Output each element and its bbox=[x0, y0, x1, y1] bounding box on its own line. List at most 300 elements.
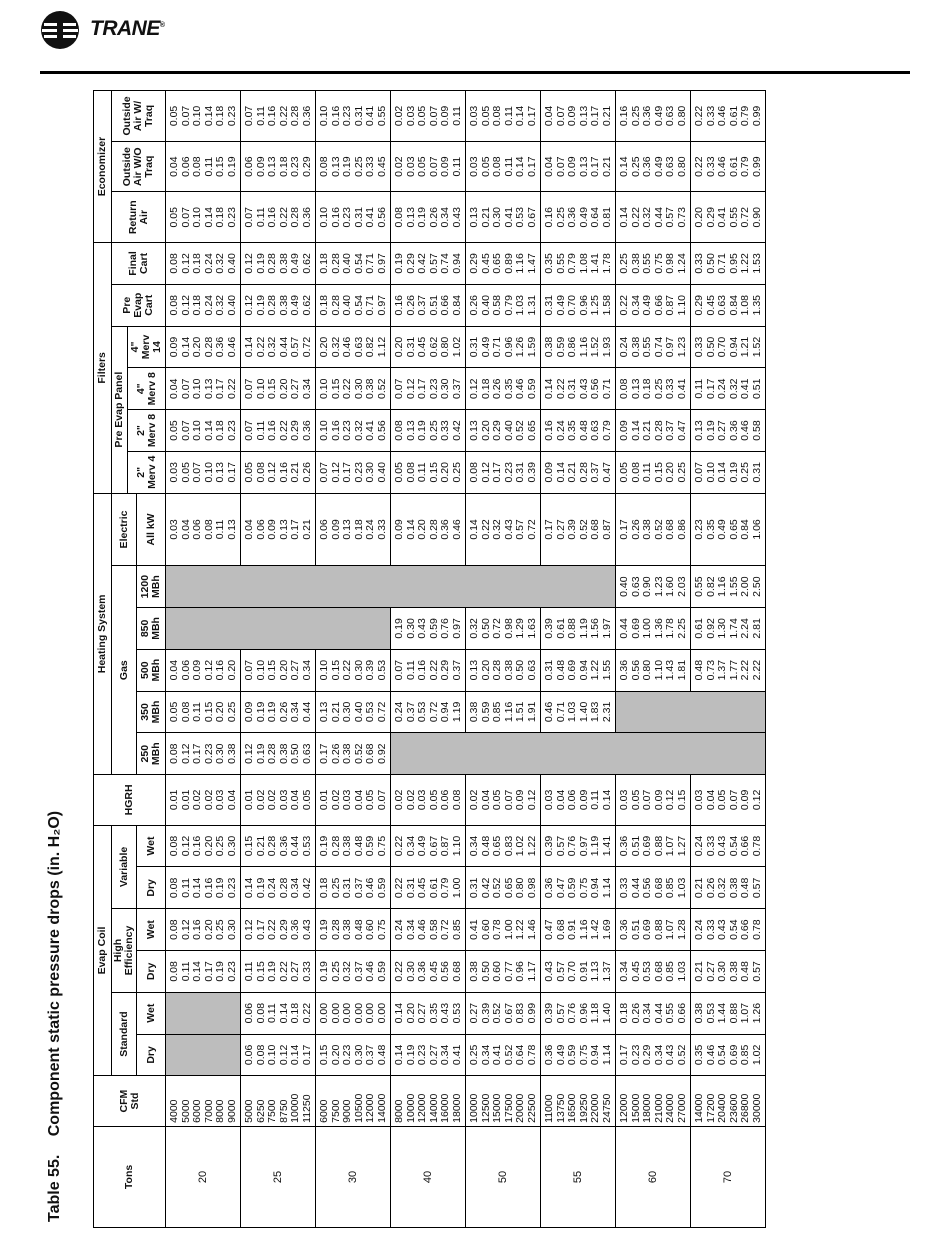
pressure-value: 0.14 bbox=[289, 1044, 301, 1066]
pressure-value: 0.12 bbox=[479, 462, 492, 483]
pressure-value: 0.49 bbox=[479, 336, 492, 358]
pressure-value: 0.41 bbox=[502, 207, 515, 228]
pressure-value: 0.24 bbox=[554, 420, 567, 441]
pressure-value: 0.25 bbox=[214, 919, 226, 940]
pressure-value: 0.69 bbox=[566, 659, 578, 681]
not-applicable-cell bbox=[466, 566, 541, 608]
value-cell bbox=[466, 284, 541, 326]
cfm-value: 7500 bbox=[266, 1099, 278, 1123]
pressure-value: 0.03 bbox=[416, 789, 428, 811]
value-cell bbox=[691, 992, 766, 1034]
pressure-value: 0.66 bbox=[739, 835, 751, 857]
pressure-value: 0.23 bbox=[289, 156, 301, 177]
pressure-value: 0.46 bbox=[716, 105, 728, 127]
pressure-value: 0.22 bbox=[393, 835, 405, 857]
pressure-value: 0.54 bbox=[352, 253, 365, 274]
pressure-value: 0.09 bbox=[514, 789, 526, 811]
pressure-value: 0.79 bbox=[739, 156, 751, 177]
pressure-value: 0.78 bbox=[750, 835, 763, 857]
value-cell bbox=[691, 284, 766, 326]
pressure-value: 0.37 bbox=[352, 877, 365, 899]
pressure-value: 0.26 bbox=[629, 1002, 642, 1024]
pressure-value: 1.23 bbox=[675, 336, 688, 358]
table-row bbox=[391, 91, 466, 1228]
pressure-value: 0.38 bbox=[543, 336, 555, 358]
value-cell bbox=[391, 825, 466, 867]
pressure-value: 0.18 bbox=[318, 295, 330, 316]
pressure-value: 0.05 bbox=[416, 105, 428, 127]
value-cell bbox=[691, 867, 766, 909]
pressure-value: 0.48 bbox=[554, 659, 567, 681]
value-cell bbox=[166, 326, 241, 368]
pressure-value: 0.61 bbox=[727, 105, 740, 127]
pressure-value: 0.28 bbox=[329, 295, 342, 316]
pressure-value: 0.15 bbox=[243, 835, 255, 857]
value-cell bbox=[241, 775, 316, 826]
pressure-value: 0.28 bbox=[427, 519, 440, 540]
pressure-value: 0.08 bbox=[168, 919, 180, 940]
header-oa-w-traq: Outside Air W/ Traq bbox=[112, 91, 166, 142]
pressure-value: 0.15 bbox=[652, 462, 665, 483]
pressure-value: 0.30 bbox=[225, 835, 238, 857]
pressure-value: 0.29 bbox=[439, 659, 451, 681]
pressure-value: 0.09 bbox=[393, 519, 405, 540]
pressure-value: 0.72 bbox=[739, 207, 751, 228]
pressure-value: 0.36 bbox=[618, 835, 630, 857]
pressure-value: 0.07 bbox=[502, 789, 515, 811]
pressure-value: 0.07 bbox=[191, 462, 203, 483]
pressure-value: 1.55 bbox=[727, 576, 740, 597]
pressure-value: 0.34 bbox=[629, 295, 642, 316]
pressure-value: 0.17 bbox=[618, 1044, 630, 1066]
pressure-value: 0.04 bbox=[543, 105, 555, 127]
pressure-value: 0.12 bbox=[468, 378, 480, 399]
value-cell bbox=[616, 284, 691, 326]
pressure-value: 0.70 bbox=[566, 295, 578, 316]
pressure-value: 0.34 bbox=[439, 1044, 451, 1066]
cfm-cell bbox=[391, 1076, 466, 1127]
cfm-value: 30000 bbox=[750, 1093, 763, 1123]
value-cell bbox=[466, 608, 541, 650]
pressure-value: 0.53 bbox=[450, 1002, 463, 1024]
pressure-value: 0.10 bbox=[318, 207, 330, 228]
pressure-value: 0.05 bbox=[168, 105, 180, 127]
pressure-value: 0.33 bbox=[300, 961, 313, 982]
pressure-value: 0.22 bbox=[629, 207, 642, 228]
pressure-value: 0.72 bbox=[439, 919, 451, 940]
pressure-value: 1.30 bbox=[716, 618, 728, 639]
value-cell bbox=[616, 141, 691, 192]
value-cell bbox=[241, 91, 316, 142]
value-cell bbox=[166, 91, 241, 142]
pressure-value: 0.28 bbox=[266, 835, 278, 857]
pressure-value: 2.22 bbox=[739, 659, 751, 681]
pressure-value: 0.56 bbox=[375, 207, 388, 228]
value-cell bbox=[616, 909, 691, 951]
pressure-value: 0.59 bbox=[375, 961, 388, 982]
pressure-value: 0.86 bbox=[566, 336, 578, 358]
pressure-value: 0.62 bbox=[427, 336, 440, 358]
pressure-value: 1.44 bbox=[716, 1002, 728, 1024]
pressure-value: 0.16 bbox=[214, 659, 226, 681]
pressure-value: 0.14 bbox=[629, 420, 642, 441]
pressure-value: 0.49 bbox=[289, 295, 301, 316]
cfm-value: 12000 bbox=[364, 1093, 376, 1123]
pressure-value: 0.22 bbox=[341, 378, 353, 399]
pressure-value: 0.08 bbox=[202, 519, 215, 540]
pressure-value: 0.55 bbox=[641, 253, 653, 274]
pressure-value: 0.22 bbox=[554, 378, 567, 399]
pressure-value: 1.07 bbox=[739, 1002, 751, 1024]
value-cell bbox=[166, 284, 241, 326]
pressure-value: 0.38 bbox=[277, 253, 290, 274]
pressure-value: 0.86 bbox=[675, 519, 688, 540]
pressure-value: 0.57 bbox=[514, 519, 526, 540]
pressure-value: 0.43 bbox=[577, 378, 590, 399]
pressure-value: 0.53 bbox=[300, 835, 313, 857]
header-variable: Variable bbox=[112, 825, 137, 909]
value-cell bbox=[466, 867, 541, 909]
value-cell bbox=[316, 192, 391, 243]
pressure-value: 0.54 bbox=[727, 835, 740, 857]
pressure-value: 0.35 bbox=[693, 1044, 705, 1066]
pressure-value: 0.09 bbox=[566, 156, 578, 177]
cfm-value: 11000 bbox=[543, 1094, 555, 1123]
tons-cell: 55 bbox=[541, 1126, 616, 1227]
value-cell bbox=[391, 91, 466, 142]
value-cell bbox=[616, 326, 691, 368]
pressure-value: 0.33 bbox=[364, 156, 376, 177]
value-cell bbox=[316, 91, 391, 142]
pressure-value: 0.11 bbox=[254, 207, 267, 228]
pressure-value: 0.05 bbox=[168, 701, 180, 723]
pressure-value: 0.15 bbox=[202, 701, 215, 723]
pressure-value: 0.10 bbox=[318, 420, 330, 441]
cfm-value: 10000 bbox=[289, 1093, 301, 1123]
pressure-value: 0.28 bbox=[202, 336, 215, 358]
pressure-value: 0.14 bbox=[243, 336, 255, 358]
pressure-value: 0.46 bbox=[704, 1044, 717, 1066]
value-cell bbox=[541, 691, 616, 733]
pressure-value: 0.78 bbox=[525, 1044, 538, 1066]
pressure-value: 0.07 bbox=[179, 420, 192, 441]
pressure-value: 0.50 bbox=[514, 659, 526, 681]
pressure-value: 1.10 bbox=[652, 659, 665, 681]
cfm-value: 20400 bbox=[716, 1093, 728, 1123]
pressure-value: 0.15 bbox=[675, 789, 688, 811]
pressure-value: 0.05 bbox=[300, 789, 313, 811]
pressure-value: 0.03 bbox=[341, 789, 353, 811]
pressure-value: 0.45 bbox=[416, 336, 428, 358]
pressure-value: 0.32 bbox=[341, 961, 353, 982]
pressure-value: 0.65 bbox=[727, 519, 740, 540]
pressure-value: 0.17 bbox=[318, 743, 330, 764]
pressure-value: 0.00 bbox=[375, 1002, 388, 1024]
pressure-value: 0.49 bbox=[652, 105, 665, 127]
cfm-value: 12000 bbox=[618, 1093, 630, 1123]
pressure-value: 0.12 bbox=[750, 789, 763, 811]
tons-cell: 30 bbox=[316, 1126, 391, 1227]
pressure-value: 0.23 bbox=[225, 105, 238, 127]
pressure-value: 0.19 bbox=[341, 156, 353, 177]
pressure-value: 0.34 bbox=[641, 1002, 653, 1024]
cfm-value: 22500 bbox=[525, 1093, 538, 1123]
header-merv8-4in: 4" Merv 8 bbox=[128, 368, 166, 410]
value-cell bbox=[691, 243, 766, 285]
pressure-value: 0.31 bbox=[468, 336, 480, 358]
pressure-value: 0.78 bbox=[750, 919, 763, 940]
value-cell bbox=[316, 243, 391, 285]
value-cell bbox=[241, 951, 316, 993]
pressure-value: 0.38 bbox=[629, 336, 642, 358]
pressure-value: 0.02 bbox=[393, 156, 405, 177]
pressure-value: 0.27 bbox=[704, 961, 717, 982]
pressure-value: 0.55 bbox=[693, 576, 705, 597]
pressure-value: 0.57 bbox=[554, 961, 567, 982]
pressure-value: 0.22 bbox=[618, 295, 630, 316]
pressure-value: 0.11 bbox=[254, 420, 267, 441]
pressure-value: 0.74 bbox=[652, 336, 665, 358]
pressure-value: 0.08 bbox=[404, 462, 417, 483]
pressure-value: 1.41 bbox=[600, 835, 613, 857]
pressure-value: 0.22 bbox=[277, 105, 290, 127]
pressure-value: 0.13 bbox=[202, 378, 215, 399]
pressure-value: 0.18 bbox=[318, 253, 330, 274]
pressure-value: 1.03 bbox=[675, 877, 688, 899]
pressure-value: 0.05 bbox=[479, 105, 492, 127]
cfm-value: 8750 bbox=[277, 1099, 290, 1123]
pressure-value: 0.27 bbox=[468, 1002, 480, 1024]
pressure-value: 0.97 bbox=[450, 618, 463, 639]
header-std-dry: Dry bbox=[137, 1034, 166, 1076]
value-cell bbox=[166, 867, 241, 909]
pressure-value: 0.30 bbox=[214, 743, 226, 764]
pressure-value: 1.56 bbox=[589, 618, 601, 639]
pressure-value: 0.36 bbox=[641, 105, 653, 127]
header-var-dry: Dry bbox=[137, 867, 166, 909]
not-applicable-cell bbox=[166, 992, 241, 1034]
pressure-value: 0.12 bbox=[179, 835, 192, 857]
pressure-value: 0.19 bbox=[318, 835, 330, 857]
pressure-value: 0.36 bbox=[214, 336, 226, 358]
pressure-value: 0.46 bbox=[341, 336, 353, 358]
value-cell bbox=[616, 608, 691, 650]
pressure-value: 0.55 bbox=[641, 336, 653, 358]
pressure-value: 0.03 bbox=[404, 105, 417, 127]
pressure-value: 0.75 bbox=[375, 919, 388, 940]
pressure-value: 0.45 bbox=[416, 877, 428, 899]
pressure-value: 0.98 bbox=[664, 253, 676, 274]
pressure-value: 0.33 bbox=[704, 105, 717, 127]
pressure-value: 1.23 bbox=[652, 576, 665, 597]
pressure-value: 0.00 bbox=[329, 1002, 342, 1024]
pressure-value: 0.11 bbox=[179, 961, 192, 982]
header-merv4-2in: 2" Merv 4 bbox=[128, 451, 166, 493]
pressure-value: 0.05 bbox=[364, 789, 376, 811]
pressure-value: 0.70 bbox=[716, 336, 728, 358]
pressure-value: 0.15 bbox=[329, 378, 342, 399]
pressure-value: 0.96 bbox=[577, 1002, 590, 1024]
pressure-value: 0.46 bbox=[716, 156, 728, 177]
pressure-value: 0.41 bbox=[364, 420, 376, 441]
pressure-value: 0.57 bbox=[750, 877, 763, 899]
cfm-cell bbox=[466, 1076, 541, 1127]
pressure-value: 0.38 bbox=[277, 743, 290, 764]
pressure-value: 0.16 bbox=[329, 207, 342, 228]
pressure-value: 0.44 bbox=[629, 877, 642, 899]
pressure-value: 0.54 bbox=[727, 919, 740, 940]
pressure-value: 0.84 bbox=[739, 519, 751, 540]
pressure-value: 0.52 bbox=[491, 877, 503, 899]
pressure-value: 0.04 bbox=[243, 519, 255, 540]
pressure-value: 0.11 bbox=[502, 156, 515, 177]
value-cell bbox=[541, 410, 616, 452]
pressure-value: 0.08 bbox=[254, 462, 267, 483]
pressure-value: 0.18 bbox=[479, 378, 492, 399]
pressure-value: 0.18 bbox=[318, 877, 330, 899]
pressure-value: 0.69 bbox=[641, 919, 653, 940]
pressure-value: 0.63 bbox=[300, 743, 313, 764]
pressure-value: 0.25 bbox=[329, 961, 342, 982]
pressure-value: 0.12 bbox=[243, 295, 255, 316]
pressure-value: 0.16 bbox=[543, 207, 555, 228]
cfm-value: 7500 bbox=[329, 1099, 342, 1123]
pressure-value: 0.27 bbox=[427, 1044, 440, 1066]
pressure-value: 0.25 bbox=[739, 462, 751, 483]
pressure-value: 0.40 bbox=[225, 253, 238, 274]
pressure-value: 0.10 bbox=[704, 462, 717, 483]
pressure-value: 0.37 bbox=[664, 420, 676, 441]
header-he-wet: Wet bbox=[137, 909, 166, 951]
header-gas-850: 850 MBh bbox=[137, 608, 166, 650]
pressure-value: 0.20 bbox=[439, 462, 451, 483]
pressure-value: 0.28 bbox=[266, 743, 278, 764]
pressure-value: 0.07 bbox=[243, 207, 255, 228]
cfm-value: 15000 bbox=[491, 1093, 503, 1123]
value-cell bbox=[616, 825, 691, 867]
pressure-value: 0.31 bbox=[543, 659, 555, 681]
pressure-value: 0.11 bbox=[589, 790, 601, 810]
pressure-value: 0.81 bbox=[600, 207, 613, 228]
pressure-value: 0.40 bbox=[502, 420, 515, 441]
pressure-value: 0.56 bbox=[589, 378, 601, 399]
pressure-value: 0.20 bbox=[693, 207, 705, 228]
pressure-value: 0.03 bbox=[468, 156, 480, 177]
pressure-value: 2.00 bbox=[739, 576, 751, 597]
pressure-value: 0.25 bbox=[675, 462, 688, 483]
pressure-value: 2.25 bbox=[675, 618, 688, 639]
pressure-value: 1.91 bbox=[525, 701, 538, 723]
header-gas-350: 350 MBh bbox=[137, 691, 166, 733]
pressure-value: 0.05 bbox=[629, 789, 642, 811]
pressure-value: 0.24 bbox=[693, 835, 705, 857]
pressure-value: 0.52 bbox=[375, 378, 388, 399]
pressure-value: 0.76 bbox=[566, 835, 578, 857]
pressure-value: 0.08 bbox=[393, 420, 405, 441]
value-cell bbox=[541, 992, 616, 1034]
pressure-value: 0.34 bbox=[439, 207, 451, 228]
pressure-value: 0.50 bbox=[289, 743, 301, 764]
cfm-value: 18000 bbox=[641, 1093, 653, 1123]
pressure-value: 0.61 bbox=[427, 877, 440, 899]
pressure-value: 0.23 bbox=[341, 1044, 353, 1066]
pressure-value: 0.08 bbox=[629, 462, 642, 483]
pressure-value: 1.14 bbox=[600, 877, 613, 899]
pressure-value: 1.16 bbox=[577, 919, 590, 940]
pressure-value: 0.73 bbox=[675, 207, 688, 228]
pressure-value: 0.33 bbox=[693, 253, 705, 274]
pressure-value: 0.85 bbox=[739, 1044, 751, 1066]
pressure-value: 0.10 bbox=[318, 105, 330, 127]
pressure-value: 0.13 bbox=[404, 420, 417, 441]
pressure-drop-table bbox=[93, 90, 766, 1228]
pressure-value: 0.32 bbox=[329, 336, 342, 358]
pressure-value: 0.65 bbox=[525, 420, 538, 441]
pressure-value: 0.76 bbox=[439, 618, 451, 639]
pressure-value: 0.25 bbox=[468, 1044, 480, 1066]
pressure-value: 0.35 bbox=[427, 1002, 440, 1024]
value-cell bbox=[541, 608, 616, 650]
pressure-value: 0.06 bbox=[243, 1044, 255, 1066]
pressure-value: 0.18 bbox=[191, 295, 203, 316]
value-cell bbox=[391, 775, 466, 826]
pressure-value: 0.16 bbox=[618, 105, 630, 127]
pressure-value: 1.00 bbox=[450, 877, 463, 899]
pressure-value: 0.33 bbox=[375, 519, 388, 540]
pressure-value: 0.07 bbox=[318, 462, 330, 483]
pressure-value: 0.05 bbox=[479, 156, 492, 177]
header-hgrh: HGRH bbox=[94, 775, 166, 826]
value-cell bbox=[241, 992, 316, 1034]
pressure-value: 0.19 bbox=[266, 961, 278, 982]
value-cell bbox=[616, 775, 691, 826]
value-cell bbox=[166, 451, 241, 493]
value-cell bbox=[166, 649, 241, 691]
value-cell bbox=[616, 649, 691, 691]
pressure-value: 2.03 bbox=[675, 576, 688, 597]
cfm-value: 15000 bbox=[629, 1093, 642, 1123]
cfm-value: 6000 bbox=[191, 1099, 203, 1123]
pressure-value: 1.78 bbox=[664, 618, 676, 639]
pressure-value: 0.85 bbox=[664, 961, 676, 982]
value-cell bbox=[691, 608, 766, 650]
pressure-value: 1.22 bbox=[525, 835, 538, 857]
pressure-value: 0.39 bbox=[543, 618, 555, 639]
value-cell bbox=[616, 493, 691, 566]
pressure-value: 0.94 bbox=[577, 659, 590, 681]
value-cell bbox=[241, 691, 316, 733]
pressure-value: 0.17 bbox=[416, 378, 428, 399]
pressure-value: 0.36 bbox=[618, 919, 630, 940]
pressure-value: 1.00 bbox=[641, 618, 653, 639]
pressure-value: 0.11 bbox=[693, 378, 705, 399]
value-cell bbox=[391, 451, 466, 493]
pressure-value: 0.12 bbox=[404, 378, 417, 399]
pressure-value: 0.60 bbox=[479, 919, 492, 940]
pressure-value: 0.27 bbox=[716, 420, 728, 441]
pressure-value: 1.29 bbox=[514, 618, 526, 639]
value-cell bbox=[466, 775, 541, 826]
table-row bbox=[241, 91, 316, 1228]
pressure-value: 0.19 bbox=[393, 253, 405, 274]
pressure-value: 1.13 bbox=[589, 961, 601, 982]
pressure-value: 0.40 bbox=[352, 701, 365, 723]
pressure-value: 0.12 bbox=[243, 743, 255, 764]
pressure-value: 0.20 bbox=[202, 919, 215, 940]
pressure-value: 0.41 bbox=[739, 378, 751, 399]
pressure-value: 0.10 bbox=[266, 1044, 278, 1066]
cfm-value: 17500 bbox=[502, 1093, 515, 1123]
